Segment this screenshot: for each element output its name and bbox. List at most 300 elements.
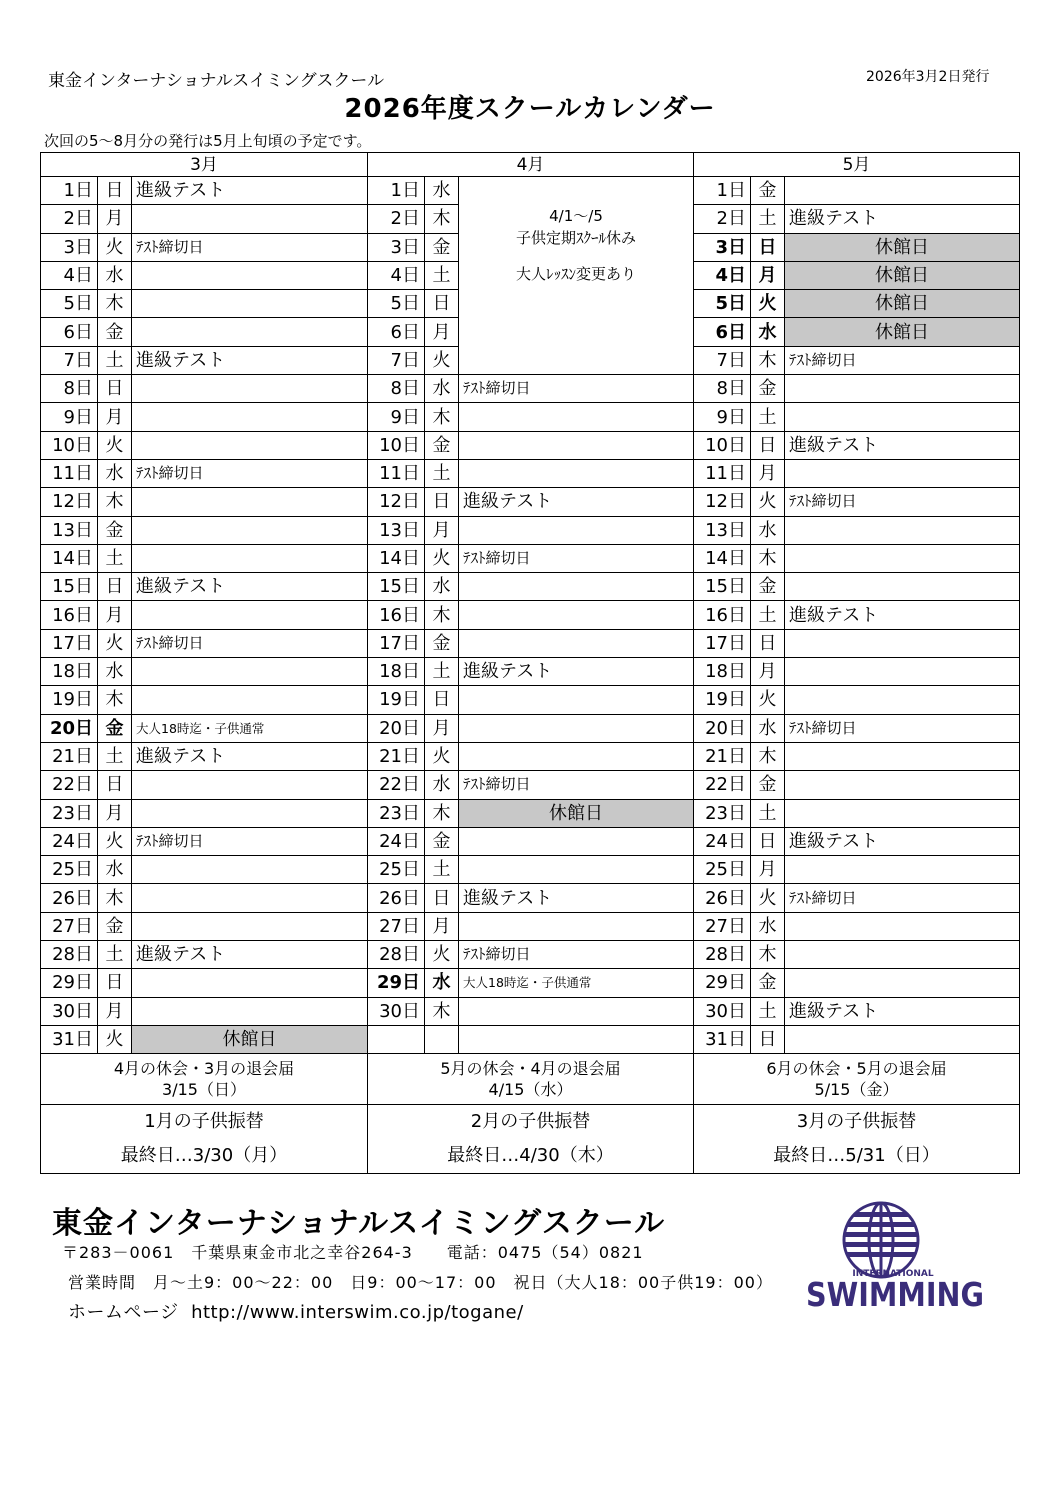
weekday-cell: 火 [751, 884, 785, 912]
weekday-cell: 水 [98, 658, 132, 686]
weekday-cell: 木 [98, 290, 132, 318]
weekday-cell: 月 [751, 261, 785, 289]
issue-date: 2026年3月2日発行 [866, 69, 990, 85]
date-cell: 25日 [694, 856, 751, 884]
event-cell [132, 969, 368, 997]
event-cell [132, 516, 368, 544]
event-cell: 進級テスト [785, 205, 1020, 233]
table-row [41, 459, 1020, 487]
event-cell [132, 856, 368, 884]
weekday-cell: 月 [751, 856, 785, 884]
date-cell: 6日 [694, 318, 751, 346]
table-row [41, 714, 1020, 742]
event-cell: 大人18時迄・子供通常 [459, 969, 694, 997]
leave-deadline-title: 6月の休会・5月の退会届 [766, 1059, 947, 1079]
weekday-cell: 金 [751, 573, 785, 601]
event-cell [132, 912, 368, 940]
event-cell [785, 177, 1020, 205]
event-cell: ﾃｽﾄ締切日 [132, 459, 368, 487]
date-cell: 20日 [368, 714, 425, 742]
date-cell: 13日 [41, 516, 98, 544]
date-cell: 4日 [41, 261, 98, 289]
event-cell [459, 686, 694, 714]
weekday-cell: 火 [751, 488, 785, 516]
date-cell: 14日 [368, 544, 425, 572]
weekday-cell: 水 [751, 516, 785, 544]
table-row [41, 771, 1020, 799]
event-cell: 休館日 [785, 233, 1020, 261]
leave-deadline-row [41, 1054, 1020, 1105]
weekday-cell: 日 [751, 629, 785, 657]
table-row [41, 1025, 1020, 1053]
date-cell: 3日 [694, 233, 751, 261]
leave-deadline-date: 4/15（水） [488, 1080, 573, 1100]
date-cell: 23日 [368, 799, 425, 827]
event-cell [459, 997, 694, 1025]
weekday-cell: 木 [98, 884, 132, 912]
date-cell: 8日 [368, 375, 425, 403]
weekday-cell: 日 [751, 827, 785, 855]
school-name-header: 東金インターナショナルスイミングスクール [48, 71, 385, 91]
event-cell [459, 431, 694, 459]
event-cell [785, 403, 1020, 431]
date-cell: 13日 [694, 516, 751, 544]
weekday-cell: 日 [425, 488, 459, 516]
event-cell [459, 629, 694, 657]
april-note-line: 子供定期ｽｸｰﾙ休み [515, 229, 636, 247]
weekday-cell: 月 [751, 459, 785, 487]
april-note-line: 大人ﾚｯｽﾝ変更あり [515, 265, 636, 283]
event-cell: 進級テスト [132, 742, 368, 770]
april-note-line: 4/1～/5 [549, 207, 603, 225]
event-cell [132, 658, 368, 686]
weekday-cell: 日 [751, 1025, 785, 1053]
event-cell [132, 261, 368, 289]
date-cell: 25日 [41, 856, 98, 884]
weekday-cell: 火 [751, 290, 785, 318]
weekday-cell: 日 [98, 177, 132, 205]
leave-deadline-date: 5/15（金） [814, 1080, 899, 1100]
event-cell [132, 290, 368, 318]
date-cell: 18日 [694, 658, 751, 686]
date-cell: 1日 [368, 177, 425, 205]
date-cell: 28日 [368, 941, 425, 969]
date-cell: 5日 [41, 290, 98, 318]
table-row [41, 799, 1020, 827]
date-cell: 12日 [41, 488, 98, 516]
weekday-cell: 土 [751, 601, 785, 629]
weekday-cell: 火 [425, 742, 459, 770]
april-note-cell [459, 177, 694, 375]
event-cell [459, 1025, 694, 1053]
event-cell: 進級テスト [132, 346, 368, 374]
date-cell: 2日 [368, 205, 425, 233]
event-cell: ﾃｽﾄ締切日 [459, 544, 694, 572]
weekday-cell: 水 [425, 573, 459, 601]
weekday-cell: 日 [751, 431, 785, 459]
weekday-cell: 金 [425, 629, 459, 657]
date-cell: 14日 [41, 544, 98, 572]
event-cell: ﾃｽﾄ締切日 [132, 233, 368, 261]
weekday-cell: 月 [425, 318, 459, 346]
date-cell: 24日 [694, 827, 751, 855]
makeup-row [41, 1105, 1020, 1174]
table-row [41, 827, 1020, 855]
weekday-cell: 月 [98, 403, 132, 431]
date-cell: 30日 [368, 997, 425, 1025]
weekday-cell: 火 [98, 1025, 132, 1053]
weekday-cell: 日 [98, 573, 132, 601]
event-cell: ﾃｽﾄ締切日 [459, 941, 694, 969]
weekday-cell: 水 [751, 318, 785, 346]
date-cell [368, 1025, 425, 1053]
weekday-cell: 月 [751, 658, 785, 686]
date-cell: 9日 [41, 403, 98, 431]
date-cell: 9日 [368, 403, 425, 431]
next-issue-notice: 次回の5～8月分の発行は5月上旬頃の予定です。 [44, 132, 372, 150]
event-cell [459, 403, 694, 431]
date-cell: 23日 [694, 799, 751, 827]
table-row [41, 686, 1020, 714]
weekday-cell: 水 [98, 261, 132, 289]
date-cell: 11日 [41, 459, 98, 487]
leave-deadline-cell [41, 1054, 368, 1105]
date-cell: 8日 [41, 375, 98, 403]
date-cell: 1日 [41, 177, 98, 205]
makeup-cell [41, 1105, 368, 1174]
weekday-cell: 金 [98, 318, 132, 346]
table-row [41, 573, 1020, 601]
date-cell: 6日 [368, 318, 425, 346]
weekday-cell: 火 [751, 686, 785, 714]
event-cell: 進級テスト [785, 997, 1020, 1025]
table-row [41, 658, 1020, 686]
event-cell: ﾃｽﾄ締切日 [785, 884, 1020, 912]
homepage [68, 1298, 524, 1324]
date-cell: 9日 [694, 403, 751, 431]
event-cell [785, 658, 1020, 686]
weekday-cell: 日 [98, 771, 132, 799]
event-cell: 進級テスト [459, 658, 694, 686]
swimming-logo [805, 1198, 987, 1314]
event-cell: 休館日 [459, 799, 694, 827]
logo-international-text: INTERNATIONAL [852, 1269, 934, 1279]
table-row [41, 856, 1020, 884]
weekday-cell: 火 [425, 941, 459, 969]
event-cell: ﾃｽﾄ締切日 [785, 488, 1020, 516]
weekday-cell: 金 [751, 969, 785, 997]
weekday-cell: 月 [98, 601, 132, 629]
event-cell [459, 912, 694, 940]
table-row [41, 742, 1020, 770]
date-cell: 10日 [368, 431, 425, 459]
event-cell: 進級テスト [459, 488, 694, 516]
event-cell [459, 827, 694, 855]
event-cell [132, 601, 368, 629]
weekday-cell: 月 [425, 912, 459, 940]
date-cell: 10日 [694, 431, 751, 459]
table-row [41, 997, 1020, 1025]
date-cell: 22日 [368, 771, 425, 799]
date-cell: 19日 [694, 686, 751, 714]
weekday-cell: 木 [425, 997, 459, 1025]
date-cell: 2日 [41, 205, 98, 233]
date-cell: 31日 [694, 1025, 751, 1053]
event-cell [132, 403, 368, 431]
logo-swimming-text: SWIMMING [806, 1275, 984, 1314]
date-cell: 21日 [368, 742, 425, 770]
date-cell: 14日 [694, 544, 751, 572]
event-cell: 休館日 [785, 261, 1020, 289]
weekday-cell: 土 [98, 346, 132, 374]
date-cell: 28日 [41, 941, 98, 969]
event-cell [785, 912, 1020, 940]
date-cell: 11日 [694, 459, 751, 487]
weekday-cell: 月 [98, 205, 132, 233]
weekday-cell: 金 [98, 516, 132, 544]
event-cell [459, 516, 694, 544]
event-cell [785, 799, 1020, 827]
date-cell: 23日 [41, 799, 98, 827]
date-cell: 27日 [694, 912, 751, 940]
date-cell: 21日 [41, 742, 98, 770]
table-row [41, 629, 1020, 657]
weekday-cell: 土 [98, 742, 132, 770]
weekday-cell: 月 [98, 799, 132, 827]
weekday-cell: 水 [98, 459, 132, 487]
date-cell: 26日 [368, 884, 425, 912]
event-cell [132, 997, 368, 1025]
date-cell: 27日 [368, 912, 425, 940]
weekday-cell: 土 [98, 544, 132, 572]
event-cell: 休館日 [132, 1025, 368, 1053]
address: 〒283－0061 千葉県東金市北之幸谷264-3 電話：0475（54）0821 [62, 1243, 644, 1262]
event-cell [132, 771, 368, 799]
date-cell: 10日 [41, 431, 98, 459]
makeup-title: 3月の子供振替 [796, 1111, 917, 1133]
date-cell: 19日 [41, 686, 98, 714]
weekday-cell [425, 1025, 459, 1053]
weekday-cell: 土 [425, 261, 459, 289]
date-cell: 13日 [368, 516, 425, 544]
event-cell [785, 742, 1020, 770]
event-cell [785, 969, 1020, 997]
date-cell: 2日 [694, 205, 751, 233]
leave-deadline-title: 4月の休会・3月の退会届 [113, 1059, 295, 1079]
date-cell: 17日 [694, 629, 751, 657]
event-cell [132, 431, 368, 459]
makeup-cell [694, 1105, 1020, 1174]
event-cell: ﾃｽﾄ締切日 [132, 629, 368, 657]
date-cell: 12日 [694, 488, 751, 516]
leave-deadline-cell [694, 1054, 1020, 1105]
weekday-cell: 木 [751, 941, 785, 969]
weekday-cell: 月 [425, 516, 459, 544]
weekday-cell: 金 [425, 827, 459, 855]
weekday-cell: 木 [751, 346, 785, 374]
date-cell: 30日 [694, 997, 751, 1025]
weekday-cell: 日 [98, 969, 132, 997]
weekday-cell: 水 [751, 912, 785, 940]
date-cell: 3日 [368, 233, 425, 261]
date-cell: 8日 [694, 375, 751, 403]
weekday-cell: 火 [425, 544, 459, 572]
date-cell: 20日 [41, 714, 98, 742]
event-cell [459, 742, 694, 770]
date-cell: 26日 [694, 884, 751, 912]
date-cell: 4日 [694, 261, 751, 289]
event-cell [132, 544, 368, 572]
weekday-cell: 日 [425, 290, 459, 318]
event-cell [785, 516, 1020, 544]
event-cell [459, 459, 694, 487]
event-cell: 進級テスト [785, 431, 1020, 459]
event-cell [459, 856, 694, 884]
event-cell [132, 884, 368, 912]
date-cell: 16日 [694, 601, 751, 629]
date-cell: 20日 [694, 714, 751, 742]
date-cell: 21日 [694, 742, 751, 770]
date-cell: 24日 [368, 827, 425, 855]
date-cell: 16日 [368, 601, 425, 629]
event-cell: 休館日 [785, 290, 1020, 318]
event-cell: ﾃｽﾄ締切日 [132, 827, 368, 855]
table-row [41, 601, 1020, 629]
event-cell [132, 375, 368, 403]
makeup-title: 2月の子供振替 [470, 1111, 591, 1133]
event-cell [132, 488, 368, 516]
date-cell: 5日 [694, 290, 751, 318]
event-cell: 休館日 [785, 318, 1020, 346]
school-name: 東金インターナショナルスイミングスクール [52, 1206, 666, 1241]
weekday-cell: 火 [98, 629, 132, 657]
weekday-cell: 木 [425, 205, 459, 233]
weekday-cell: 土 [425, 856, 459, 884]
date-cell: 18日 [368, 658, 425, 686]
date-cell: 12日 [368, 488, 425, 516]
table-row [41, 403, 1020, 431]
weekday-cell: 木 [751, 544, 785, 572]
event-cell: 進級テスト [785, 601, 1020, 629]
date-cell: 25日 [368, 856, 425, 884]
date-cell: 30日 [41, 997, 98, 1025]
page-title: 2026年度スクールカレンダー [344, 94, 716, 124]
event-cell [132, 318, 368, 346]
table-row [41, 431, 1020, 459]
event-cell [459, 573, 694, 601]
event-cell: ﾃｽﾄ締切日 [459, 771, 694, 799]
date-cell: 29日 [694, 969, 751, 997]
date-cell: 22日 [41, 771, 98, 799]
weekday-cell: 土 [751, 799, 785, 827]
weekday-cell: 木 [425, 403, 459, 431]
date-cell: 19日 [368, 686, 425, 714]
weekday-cell: 金 [751, 177, 785, 205]
date-cell: 16日 [41, 601, 98, 629]
date-cell: 18日 [41, 658, 98, 686]
date-cell: 28日 [694, 941, 751, 969]
event-cell [785, 375, 1020, 403]
table-row [41, 912, 1020, 940]
makeup-date: 最終日…5/31（日） [773, 1145, 940, 1167]
weekday-cell: 金 [751, 375, 785, 403]
weekday-cell: 月 [425, 714, 459, 742]
weekday-cell: 土 [751, 205, 785, 233]
event-cell: ﾃｽﾄ締切日 [785, 346, 1020, 374]
date-cell: 26日 [41, 884, 98, 912]
event-cell [132, 799, 368, 827]
weekday-cell: 水 [425, 375, 459, 403]
event-cell [785, 941, 1020, 969]
weekday-cell: 木 [98, 488, 132, 516]
date-cell: 31日 [41, 1025, 98, 1053]
month-header-row [41, 153, 1020, 177]
date-cell: 7日 [694, 346, 751, 374]
weekday-cell: 木 [751, 742, 785, 770]
weekday-cell: 木 [425, 601, 459, 629]
date-cell: 22日 [694, 771, 751, 799]
event-cell [785, 856, 1020, 884]
event-cell [785, 686, 1020, 714]
table-row [41, 969, 1020, 997]
date-cell: 27日 [41, 912, 98, 940]
date-cell: 24日 [41, 827, 98, 855]
month-header: 4月 [368, 153, 694, 177]
makeup-cell [368, 1105, 694, 1174]
weekday-cell: 木 [425, 799, 459, 827]
leave-deadline-title: 5月の休会・4月の退会届 [440, 1059, 621, 1079]
event-cell [132, 686, 368, 714]
weekday-cell: 火 [98, 431, 132, 459]
homepage-url[interactable]: http://www.interswim.co.jp/togane/ [191, 1302, 524, 1323]
date-cell: 11日 [368, 459, 425, 487]
date-cell: 15日 [41, 573, 98, 601]
table-row [41, 177, 1020, 205]
event-cell [785, 459, 1020, 487]
leave-deadline-date: 3/15（日） [162, 1080, 246, 1100]
makeup-title: 1月の子供振替 [144, 1111, 264, 1133]
event-cell [785, 544, 1020, 572]
event-cell [132, 205, 368, 233]
weekday-cell: 木 [98, 686, 132, 714]
date-cell: 6日 [41, 318, 98, 346]
weekday-cell: 水 [425, 177, 459, 205]
weekday-cell: 月 [98, 997, 132, 1025]
weekday-cell: 土 [425, 459, 459, 487]
weekday-cell: 土 [751, 403, 785, 431]
date-cell: 7日 [368, 346, 425, 374]
date-cell: 15日 [694, 573, 751, 601]
weekday-cell: 水 [98, 856, 132, 884]
weekday-cell: 火 [425, 346, 459, 374]
makeup-date: 最終日…3/30（月） [120, 1145, 288, 1167]
weekday-cell: 土 [425, 658, 459, 686]
event-cell: ﾃｽﾄ締切日 [785, 714, 1020, 742]
date-cell: 7日 [41, 346, 98, 374]
date-cell: 3日 [41, 233, 98, 261]
weekday-cell: 日 [751, 233, 785, 261]
table-row [41, 941, 1020, 969]
event-cell [459, 714, 694, 742]
weekday-cell: 水 [425, 771, 459, 799]
homepage-label: ホームページ [68, 1302, 179, 1323]
date-cell: 17日 [41, 629, 98, 657]
month-header: 3月 [41, 153, 368, 177]
table-row [41, 488, 1020, 516]
weekday-cell: 日 [425, 686, 459, 714]
event-cell: 進級テスト [785, 827, 1020, 855]
weekday-cell: 火 [98, 233, 132, 261]
